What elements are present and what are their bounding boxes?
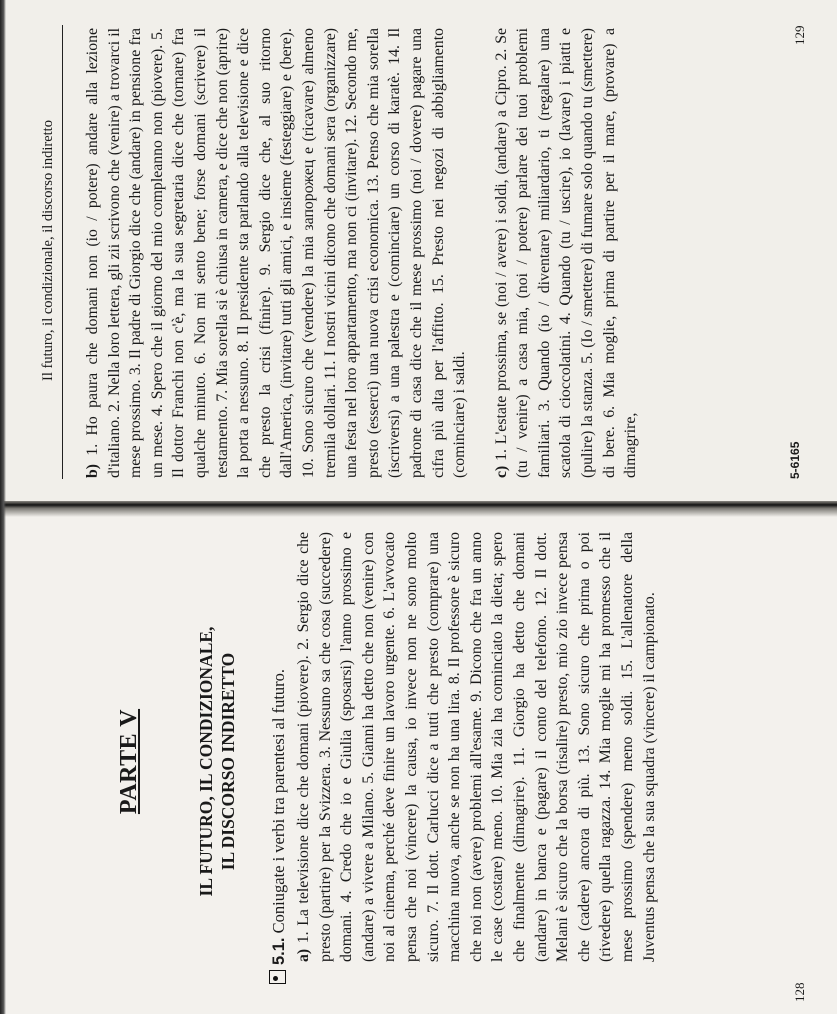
page-128 (0, 509, 837, 1014)
right-body (82, 28, 642, 478)
page-129 (0, 0, 837, 501)
exercise-heading (268, 534, 290, 984)
audio-checkbox-icon (269, 970, 286, 984)
section-b-text: 1. Ho paura che domani non (io / potere) andare alla lezione d'italiano. 2. Nella loro lettera, gli zii scrivono che (venire) a trovarci il mese prossimo. 3. Il padre di Giorgio dice che (andare) in pensione fra un mese. 4. Spero che il giorno del mio compleanno non (piovere). 5. Il dottor Franchi non c'è, ma la sua segretaria dice che (tornare) fra qualche minuto. 6. Non mi sento bene; forse domani (scrivere) il testamento. 7. Mia sorella si è chiusa in camera, e dice che non (aprire) la porta a nessuno. 8. Il presidente sta parlando alla televisione e dice che presto la crisi (finire). 9. Sergio dice che, al suo ritorno dall'America, (invitare) tutti gli amici, e insieme (festeggiare) e (bere). 10. Sono sicuro che (vendere) la mia запорожец e (ricavare) almeno tremila dollari. 11. I nostri vicini dicono che domani sera (organizzare) una festa nel loro appartamento, ma non ci (invitare). 12. Secondo me, presto (esserci) una nuova crisi economica. 13. Penso che mia sorella (iscriversi) a una palestra e (cominciare) un corso di karatè. 14. Il padrone di casa dice che il mese prossimo (noi / dovere) pagare una cifra più alta per l'affitto. 15. Presto nei negozi di abbigliamento (cominciare) i saldi. (84, 28, 469, 478)
page-number-left: 128 (792, 982, 807, 1002)
part-title: PARTE V (116, 708, 142, 815)
chapter-title-line1: IL FUTURO, IL CONDIZIONALE, (196, 626, 216, 897)
section-a (293, 532, 660, 962)
chapter-title (196, 509, 240, 1014)
page-number-right: 129 (792, 25, 807, 45)
print-code: 5-6165 (788, 441, 802, 479)
section-a-text: 1. La televisione dice che domani (piovere). 2. Sergio dice che presto (partire) per la Svizzera. 3. Nessuno sa che cosa (succedere) domani. 4. Credo che io e Giulia (sposarsi) l'anno prossimo e (andare) a vivere a Milano. 5. Gianni ha detto che non (venire) con noi al cinema, perché deve finire un lavoro urgente. 6. L'avvocato pensa che noi (vincere) la causa, io invece non ne sono molto sicuro. 7. Il dott. Carlucci dice a tutti che presto (comprare) una macchina nuova, anche se non ha una lira. 8. Il professore è sicuro che noi non (avere) problemi all'esame. 9. Dicono che fra un anno le case (costare) meno. 10. Mia zia ha cominciato la dieta; spero che finalmente (dimagrire). 11. Giorgio ha detto che domani (andare) in banca e (pagare) il conto del telefono. 12. Il dott. Melani è sicuro che la borsa (risalire) presto, mio zio invece pensa che (cadere) ancora di più. 13. Sono sicuro che prima o poi (rivedere) quella ragazza. 14. Mia moglie mi ha promesso che il mese prossimo (spendere) meno soldi. 15. L'allenatore della Juventus pensa che la sua squadra (vincere) il campionato. (295, 532, 658, 962)
section-c-label: c) (492, 465, 510, 478)
section-b (82, 28, 471, 478)
running-head: Il futuro, il condizionale, il discorso indiretto (40, 120, 56, 381)
exercise-instruction: Coniugate i verbi tra parentesi al futuro. (269, 668, 288, 934)
section-a-label: a) (295, 948, 312, 962)
scan-edge-shadow (0, 0, 6, 1014)
section-c-text: 1. L'estate prossima, se (noi / avere) i soldi, (andare) a Cipro. 2. Se (tu / venire) a casa mia, (noi / potere) parlare dei tuoi problemi familiari. 3. Quando (io / diventare) miliardario, ti (regalare) una scatola di cioccolatini. 4. Quando (tu / uscire), io (lavare) i piatti e (pulire) la stanza. 5. (Io / smettere) di fumare solo quando tu (smettere) di bere. 6. Mia moglie, prima di partire per il mare, (provare) a dimagrire, (492, 28, 640, 478)
chapter-title-line2: IL DISCORSO INDIRETTO (217, 652, 238, 871)
header-rule (62, 25, 63, 479)
section-c (491, 28, 642, 478)
section-b-label: b) (84, 463, 101, 478)
exercise-number: 5.1. (270, 937, 288, 965)
